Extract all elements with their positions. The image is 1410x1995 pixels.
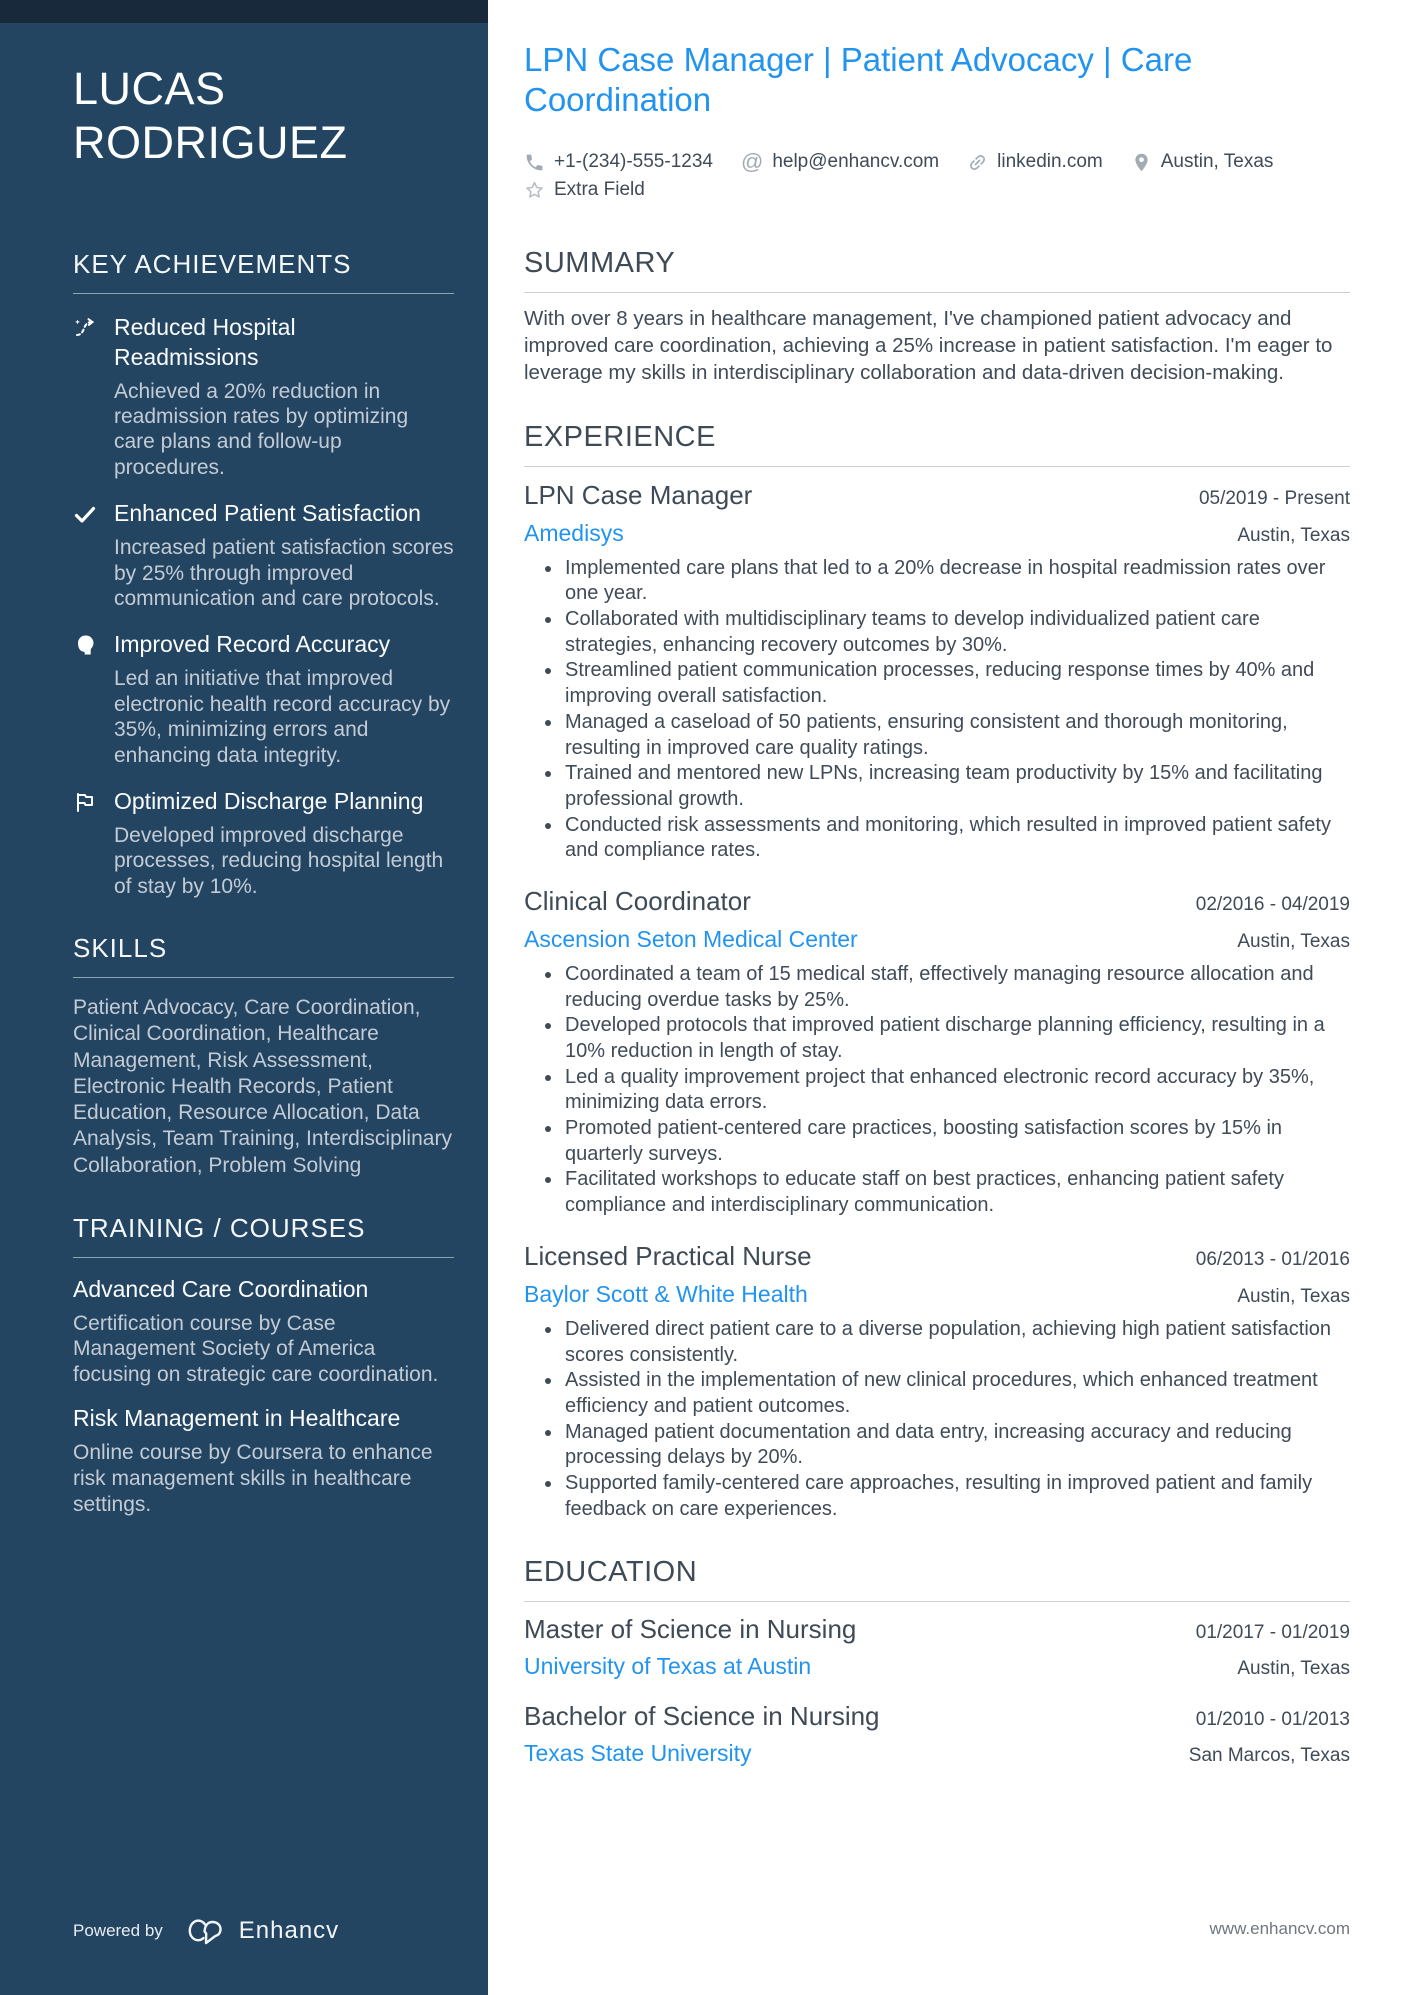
skills-section bbox=[73, 933, 454, 1179]
course-description: Online course by Coursera to enhance risk management skills in healthcare settings. bbox=[73, 1441, 433, 1516]
company-name: Baylor Scott & White Health bbox=[524, 1280, 808, 1307]
enhancv-logo-icon bbox=[183, 1915, 229, 1947]
key-achievements-section bbox=[73, 249, 454, 899]
job-bullet: • Supported family-centered care approaches, resulting in improved patient and family feedback on care experiences. bbox=[563, 1471, 1350, 1522]
linkedin-url: linkedin.com bbox=[997, 151, 1103, 173]
enhancv-site-url[interactable]: www.enhancv.com bbox=[1209, 1919, 1350, 1938]
key-achievements-heading: KEY ACHIEVEMENTS bbox=[73, 249, 454, 294]
job-bullet: • Trained and mentored new LPNs, increasing team productivity by 15% and facilitating professional growth. bbox=[563, 761, 1350, 812]
job-bullet: • Facilitated workshops to educate staff on best practices, enhancing patient safety compliance and interdisciplinary communication. bbox=[563, 1167, 1350, 1218]
email-contact[interactable] bbox=[741, 151, 939, 173]
head-profile-icon bbox=[73, 630, 99, 768]
contact-row bbox=[524, 145, 1350, 173]
experience-entry bbox=[524, 1241, 1350, 1523]
strategy-route-icon bbox=[73, 313, 99, 480]
education-section bbox=[524, 1556, 1350, 1767]
summary-heading: SUMMARY bbox=[524, 247, 1350, 293]
achievement-description: Developed improved discharge processes, reducing hospital length of stay by 10%. bbox=[114, 823, 444, 898]
job-bullet-list bbox=[524, 1317, 1350, 1523]
achievement-description: Achieved a 20% reduction in readmission rates by optimizing care plans and follow-up procedures. bbox=[114, 379, 409, 479]
summary-section bbox=[524, 247, 1350, 387]
job-bullet: • Assisted in the implementation of new clinical procedures, which enhanced treatment efficiency and patient outcomes. bbox=[563, 1368, 1350, 1419]
job-title: Licensed Practical Nurse bbox=[524, 1240, 812, 1271]
course-item bbox=[73, 1275, 454, 1388]
school-name: University of Texas at Austin bbox=[524, 1653, 812, 1680]
course-item bbox=[73, 1404, 454, 1517]
course-title: Advanced Care Coordination bbox=[73, 1275, 369, 1302]
achievement-description: Led an initiative that improved electronic health record accuracy by 35%, minimizing errors and enhancing data integrity. bbox=[114, 667, 451, 767]
job-bullet: • Delivered direct patient care to a diverse population, achieving high patient satisfaction scores consistently. bbox=[563, 1317, 1350, 1368]
achievement-title: Improved Record Accuracy bbox=[114, 631, 391, 658]
star-icon bbox=[524, 180, 545, 201]
education-entry bbox=[524, 1614, 1350, 1680]
job-dates: 02/2016 - 04/2019 bbox=[1195, 893, 1350, 915]
achievement-item bbox=[73, 630, 454, 768]
job-bullet: • Led a quality improvement project that enhanced electronic record accuracy by 35%, minimizing data errors. bbox=[563, 1065, 1350, 1116]
checkmark-icon bbox=[73, 499, 99, 611]
job-title: LPN Case Manager bbox=[524, 479, 753, 510]
achievement-description: Increased patient satisfaction scores by 25% through improved communication and care protocols. bbox=[114, 536, 454, 610]
achievement-item bbox=[73, 499, 454, 611]
phone-number: +1-(234)-555-1234 bbox=[554, 151, 713, 173]
company-name: Ascension Seton Medical Center bbox=[524, 925, 858, 952]
job-bullet: • Streamlined patient communication processes, reducing response times by 40% and improving overall satisfaction. bbox=[563, 658, 1350, 709]
education-location: Austin, Texas bbox=[1237, 1658, 1350, 1680]
job-title: Clinical Coordinator bbox=[524, 885, 751, 916]
job-bullet: • Collaborated with multidisciplinary teams to develop individualized patient care strategies, enhancing recovery outcomes by 30%. bbox=[563, 607, 1350, 658]
location-text: Austin, Texas bbox=[1160, 151, 1274, 173]
education-entry bbox=[524, 1701, 1350, 1767]
experience-section bbox=[524, 421, 1350, 1523]
education-dates: 01/2010 - 01/2013 bbox=[1195, 1709, 1350, 1731]
skills-list: Patient Advocacy, Care Coordination, Clinical Coordination, Healthcare Management, Risk Assessment, Electronic Health Records, Patient Education, Resource Allocation, Data Analysis, Team Training, Interdisciplinary Collaboration, Problem Solving bbox=[73, 996, 452, 1177]
sidebar bbox=[0, 0, 488, 1995]
training-heading: TRAINING / COURSES bbox=[73, 1213, 454, 1258]
summary-text: With over 8 years in healthcare management, I've championed patient advocacy and improved care coordination, achieving a 25% increase in patient satisfaction. I'm eager to leverage my skills in interdisciplinary collaboration and data-driven decision-making. bbox=[524, 307, 1333, 384]
degree-title: Bachelor of Science in Nursing bbox=[524, 1701, 880, 1732]
education-location: San Marcos, Texas bbox=[1188, 1745, 1350, 1767]
contact-block bbox=[524, 145, 1350, 201]
top-accent-band bbox=[0, 0, 488, 23]
training-section bbox=[73, 1213, 454, 1517]
achievement-item bbox=[73, 787, 454, 899]
job-bullet: • Coordinated a team of 15 medical staff, effectively managing resource allocation and reducing overdue tasks by 25%. bbox=[563, 962, 1350, 1013]
enhancv-wordmark: Enhancv bbox=[238, 1917, 340, 1944]
email-address: help@enhancv.com bbox=[772, 151, 940, 173]
achievement-title: Optimized Discharge Planning bbox=[114, 787, 424, 814]
job-bullet: • Conducted risk assessments and monitoring, which resulted in improved patient safety and compliance rates. bbox=[563, 813, 1350, 864]
achievement-title: Enhanced Patient Satisfaction bbox=[114, 500, 421, 527]
company-name: Amedisys bbox=[524, 519, 624, 546]
job-location: Austin, Texas bbox=[1237, 930, 1350, 952]
job-bullet: • Promoted patient-centered care practices, boosting satisfaction scores by 15% in quarterly surveys. bbox=[563, 1116, 1350, 1167]
course-description: Certification course by Case Management Society of America focusing on strategic care coordination. bbox=[73, 1311, 439, 1386]
job-bullet: • Developed protocols that improved patient discharge planning efficiency, resulting in a 10% reduction in length of stay. bbox=[563, 1013, 1350, 1064]
degree-title: Master of Science in Nursing bbox=[524, 1614, 857, 1645]
contact-row bbox=[524, 173, 1350, 201]
location-contact bbox=[1131, 151, 1274, 173]
achievement-item bbox=[73, 313, 454, 480]
school-name: Texas State University bbox=[524, 1740, 752, 1767]
linkedin-contact[interactable] bbox=[967, 151, 1103, 173]
course-title: Risk Management in Healthcare bbox=[73, 1405, 401, 1432]
job-location: Austin, Texas bbox=[1237, 1285, 1350, 1307]
powered-by-label: Powered by bbox=[73, 1921, 163, 1940]
experience-heading: EXPERIENCE bbox=[524, 421, 1350, 467]
extra-field-text: Extra Field bbox=[554, 179, 645, 201]
experience-entry bbox=[524, 886, 1350, 1219]
powered-by-footer bbox=[73, 1915, 339, 1947]
extra-field bbox=[524, 179, 645, 201]
flag-icon bbox=[73, 787, 99, 899]
enhancv-logo[interactable] bbox=[183, 1915, 339, 1947]
resume-headline: LPN Case Manager | Patient Advocacy | Care Coordination bbox=[524, 41, 1193, 118]
education-heading: EDUCATION bbox=[524, 1556, 1350, 1602]
job-bullet: • Implemented care plans that led to a 20% decrease in hospital readmission rates over one year. bbox=[563, 556, 1350, 607]
candidate-name: LUCAS RODRIGUEZ bbox=[73, 63, 348, 169]
at-icon: @ bbox=[740, 149, 764, 175]
skills-heading: SKILLS bbox=[73, 933, 454, 978]
job-bullet-list bbox=[524, 556, 1350, 864]
phone-contact[interactable] bbox=[524, 151, 713, 173]
job-dates: 05/2019 - Present bbox=[1198, 487, 1350, 509]
job-bullet-list bbox=[524, 962, 1350, 1219]
phone-icon bbox=[524, 152, 545, 173]
location-pin-icon bbox=[1131, 152, 1152, 173]
job-dates: 06/2013 - 01/2016 bbox=[1195, 1248, 1350, 1270]
experience-entry bbox=[524, 480, 1350, 864]
job-location: Austin, Texas bbox=[1237, 524, 1350, 546]
education-dates: 01/2017 - 01/2019 bbox=[1195, 1622, 1350, 1644]
resume-main bbox=[488, 0, 1410, 1995]
job-bullet: • Managed a caseload of 50 patients, ensuring consistent and thorough monitoring, resulting in improved care quality ratings. bbox=[563, 710, 1350, 761]
achievement-title: Reduced Hospital Readmissions bbox=[114, 313, 296, 370]
link-icon bbox=[967, 152, 988, 173]
job-bullet: • Managed patient documentation and data entry, increasing accuracy and reducing processing delays by 20%. bbox=[563, 1420, 1350, 1471]
